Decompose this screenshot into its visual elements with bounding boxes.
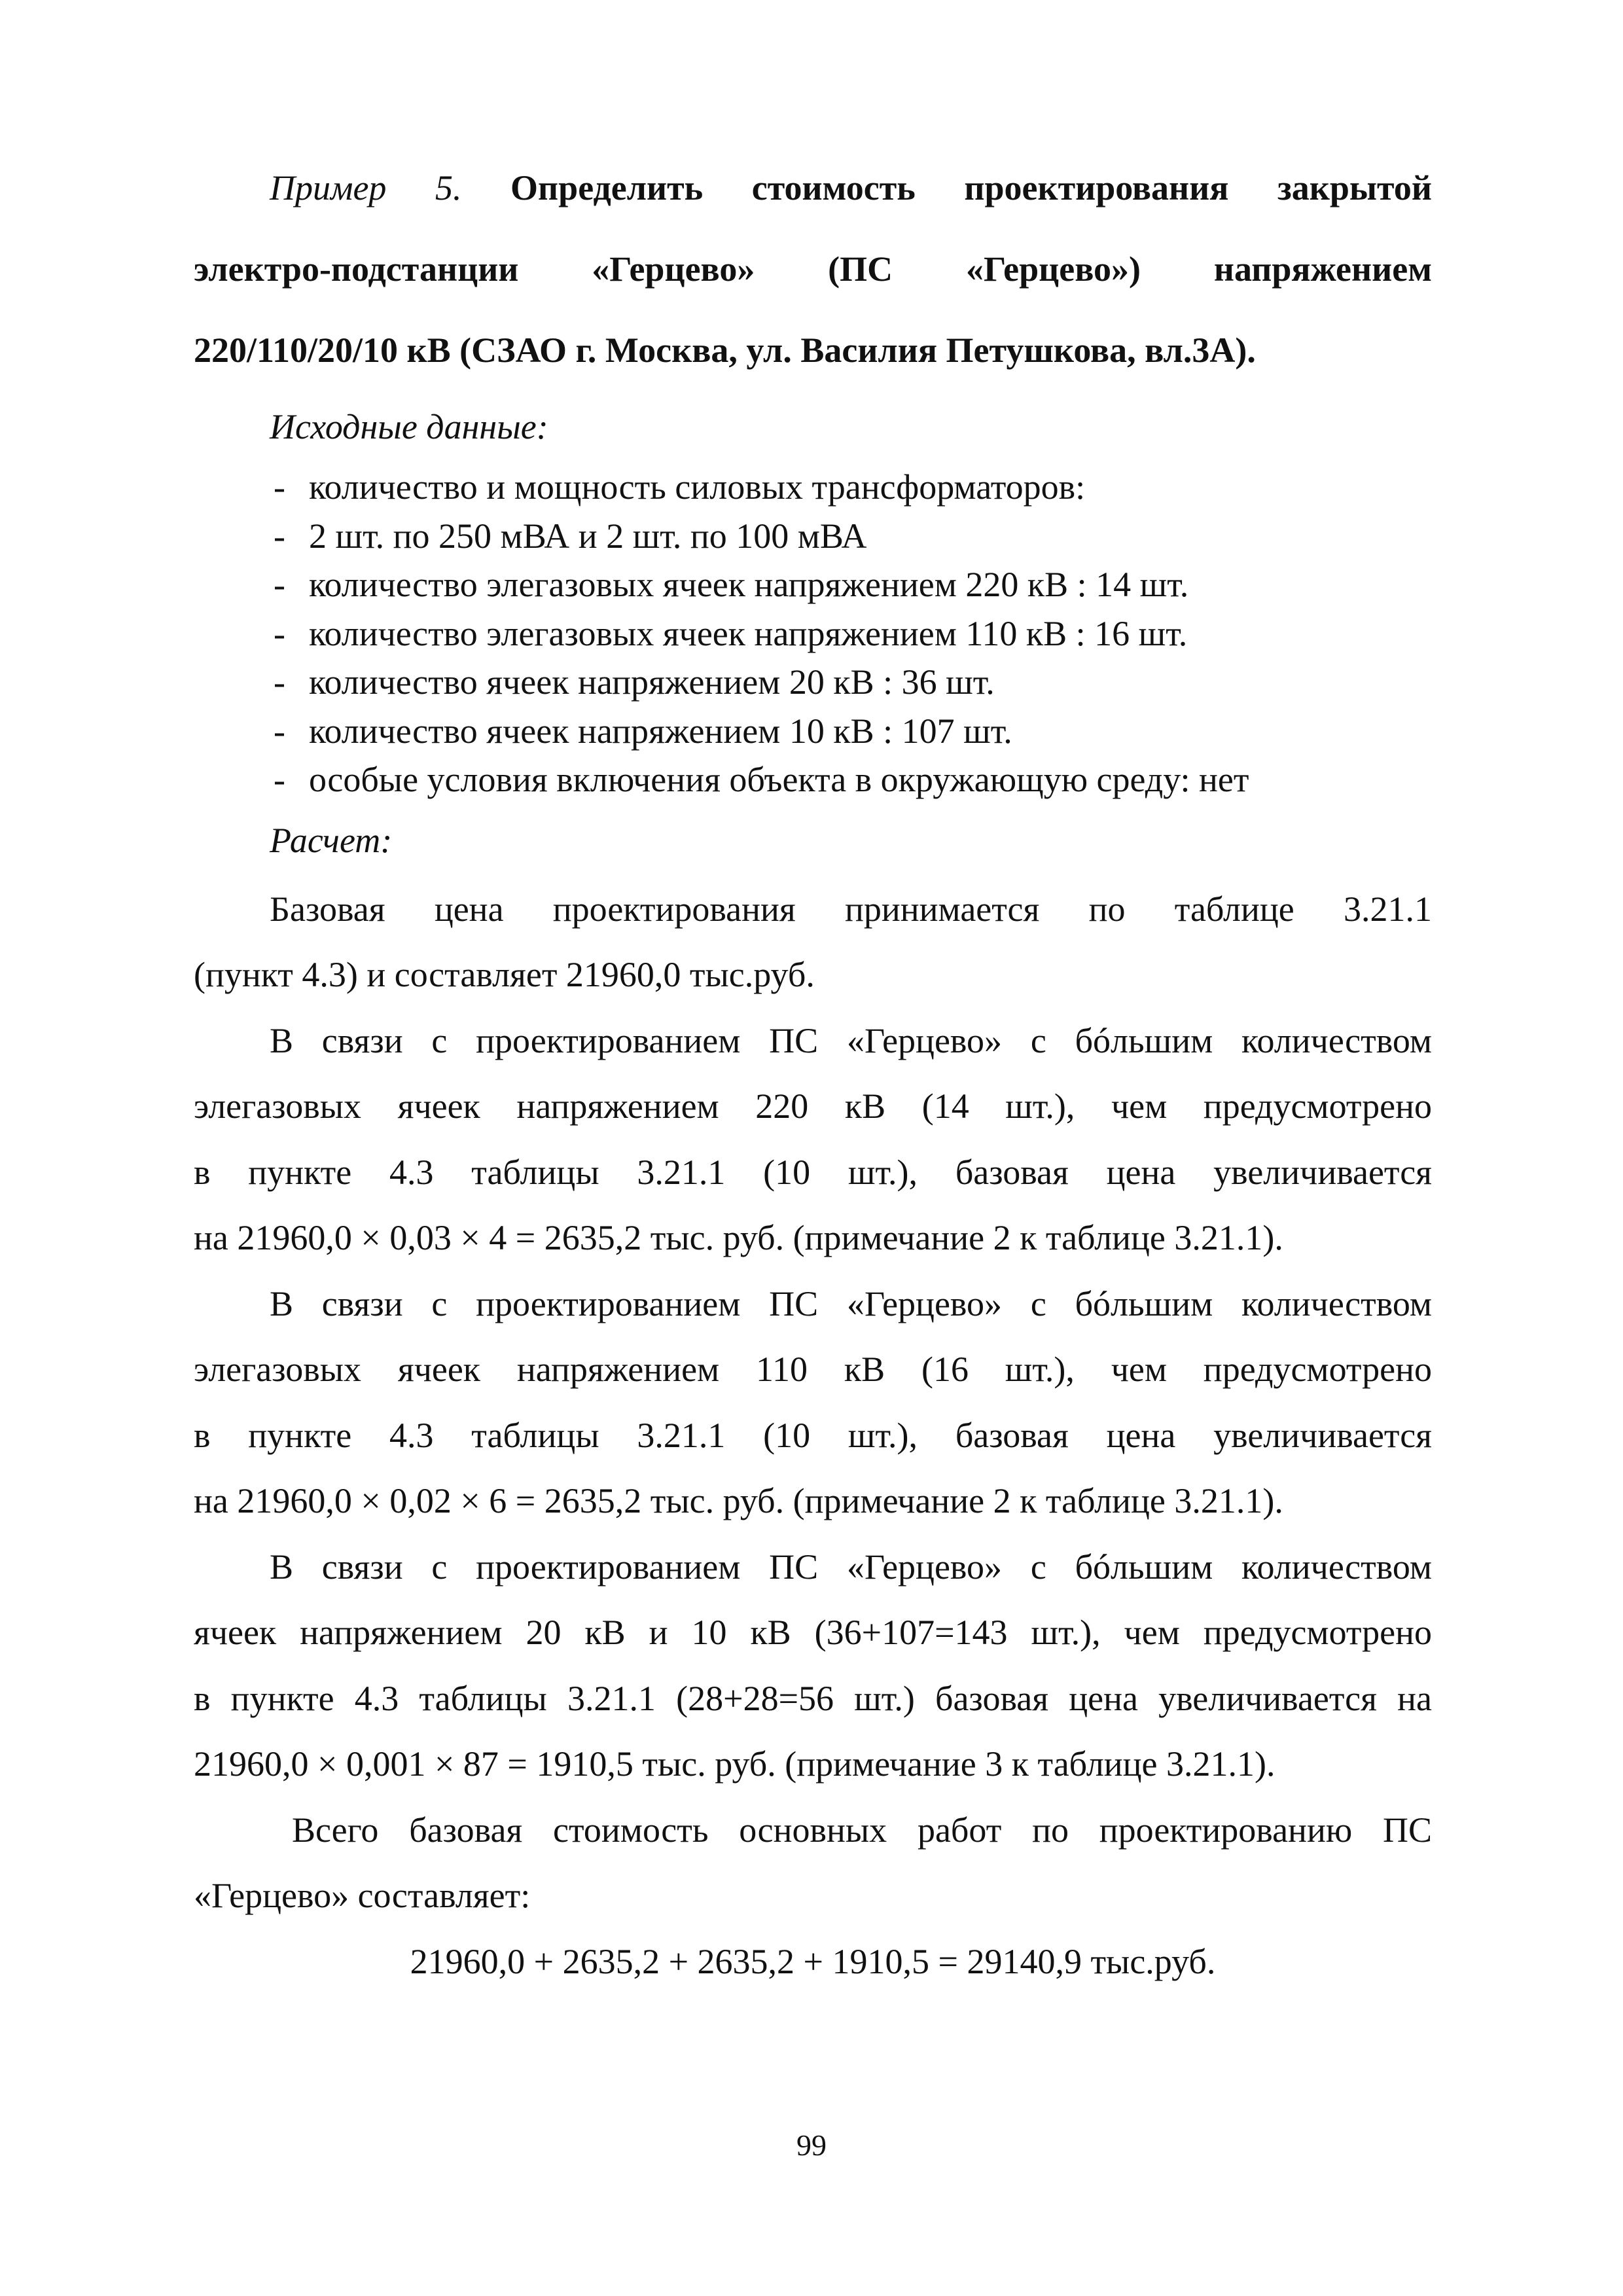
paragraph-line: 21960,0 × 0,001 × 87 = 1910,5 тыс. руб. (примечание 3 к таблице 3.21.1). [194,1744,1275,1784]
list-item [194,707,1432,756]
list-item [194,609,1432,658]
paragraph-line: в пункте 4.3 таблицы 3.21.1 (10 шт.), базовая цена увеличивается [194,1415,1432,1455]
list-item-text: 2 шт. по 250 мВА и 2 шт. по 100 мВА [309,516,867,556]
paragraph-line: «Герцево» составляет: [194,1876,531,1915]
example-title [194,147,1432,391]
paragraph-line: В связи с проектированием ПС «Герцево» с бóльшим количеством [270,1020,1432,1060]
paragraph-line: в пункте 4.3 таблицы 3.21.1 (10 шт.), базовая цена увеличивается [194,1152,1432,1192]
list-dash: - [274,662,285,702]
paragraph-line: в пункте 4.3 таблицы 3.21.1 (28+28=56 шт.) базовая цена увеличивается на [194,1678,1432,1718]
list-dash: - [274,711,285,751]
list-item-text: особые условия включения объекта в окружающую среду: нет [309,760,1249,799]
list-dash: - [274,565,285,604]
list-item [194,463,1432,512]
list-item-text: количество ячеек напряжением 10 кВ : 107 шт. [309,711,1012,751]
paragraph-line: элегазовых ячеек напряжением 220 кВ (14 шт.), чем предусмотрено [194,1086,1432,1126]
page-content [194,147,1432,1994]
list-item-text: количество элегазовых ячеек напряжением 110 кВ : 16 шт. [309,613,1188,653]
source-data-list [194,463,1432,804]
example-title-line-3: 220/110/20/10 кВ (СЗАО г. Москва, ул. Василия Петушкова, вл.3А). [194,331,1256,370]
list-item [194,755,1432,804]
example-label: Пример 5. [270,168,462,207]
paragraph-20-10kv-increase [194,1534,1432,1797]
paragraph-line: ячеек напряжением 20 кВ и 10 кВ (36+107=143 шт.), чем предусмотрено [194,1613,1432,1652]
list-item [194,512,1432,561]
page-number: 99 [796,2128,827,2162]
paragraph-line: на 21960,0 × 0,03 × 4 = 2635,2 тыс. руб. (примечание 2 к таблице 3.21.1). [194,1218,1283,1257]
example-title-line-2: электро-подстанции «Герцево» (ПС «Герцево») напряжением [194,249,1432,289]
list-item-text: количество элегазовых ячеек напряжением 220 кВ : 14 шт. [309,565,1189,604]
list-dash: - [274,516,285,556]
source-data-heading: Исходные данные: [270,407,548,446]
paragraph-line: Всего базовая стоимость основных работ по проектированию ПС [292,1810,1432,1850]
calculation-heading: Расчет: [270,820,393,860]
paragraph-line: В связи с проектированием ПС «Герцево» с бóльшим количеством [270,1547,1432,1587]
list-item [194,560,1432,609]
example-title-text-1: Определить стоимость проектирования закрытой [510,168,1432,207]
paragraph-total-intro [194,1797,1432,1929]
paragraph-line: (пункт 4.3) и составляет 21960,0 тыс.руб. [194,955,815,994]
paragraph-line: В связи с проектированием ПС «Герцево» с бóльшим количеством [270,1283,1432,1323]
list-item-text: количество ячеек напряжением 20 кВ : 36 шт. [309,662,995,702]
list-item [194,658,1432,707]
paragraph-110kv-increase [194,1271,1432,1534]
example-title-line-1 [194,147,1432,228]
paragraph-base-price [194,876,1432,1008]
list-dash: - [274,467,285,507]
paragraph-line: элегазовых ячеек напряжением 110 кВ (16 шт.), чем предусмотрено [194,1350,1432,1389]
total-formula: 21960,0 + 2635,2 + 2635,2 + 1910,5 = 29140,9 тыс.руб. [410,1941,1216,1981]
paragraph-220kv-increase [194,1008,1432,1271]
list-dash: - [274,613,285,653]
list-item-text: количество и мощность силовых трансформаторов: [309,467,1086,507]
paragraph-line: на 21960,0 × 0,02 × 6 = 2635,2 тыс. руб. (примечание 2 к таблице 3.21.1). [194,1481,1283,1520]
paragraph-line: Базовая цена проектирования принимается по таблице 3.21.1 [270,889,1432,929]
list-dash: - [274,760,285,799]
